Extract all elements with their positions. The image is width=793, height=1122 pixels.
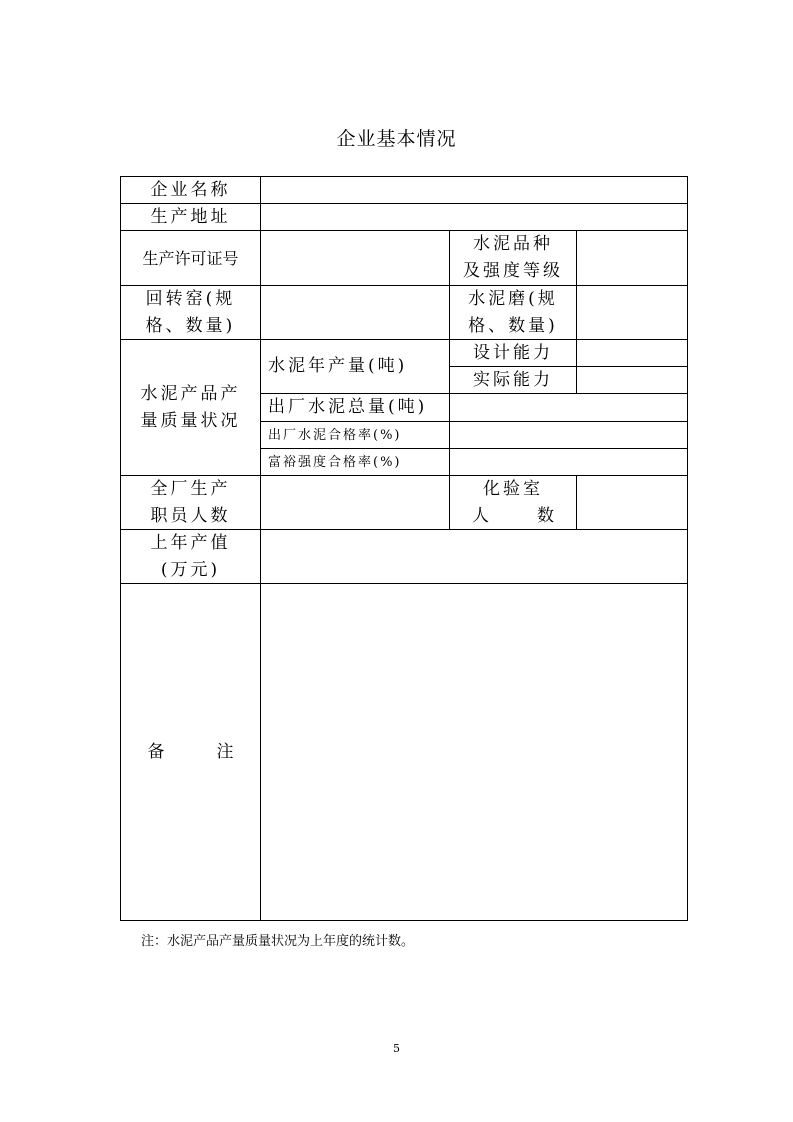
label-annual-output: 水泥年产量(吨) <box>261 340 450 394</box>
label-output-value-line2: (万元) <box>160 559 221 580</box>
label-remarks <box>121 584 261 920</box>
label-staff-count-line2: 职员人数 <box>150 505 231 526</box>
value-address[interactable] <box>261 204 687 231</box>
value-surplus-strength-rate[interactable] <box>450 449 687 476</box>
label-lab-staff-part-b: 数 <box>537 505 554 526</box>
label-total-shipped: 出厂水泥总量(吨) <box>261 394 450 422</box>
label-cement-mill-line1: 水泥磨(规 <box>468 288 558 309</box>
label-company-name: 企业名称 <box>121 177 261 204</box>
label-cement-variety-line1: 水泥品种 <box>473 234 553 254</box>
label-license: 生产许可证号 <box>121 231 261 286</box>
label-staff-count-line1: 全厂生产 <box>150 478 231 499</box>
label-pass-rate: 出厂水泥合格率(%) <box>261 422 450 449</box>
label-cement-mill-line2: 格、数量) <box>468 315 558 336</box>
label-product-status-line1: 水泥产品产 <box>140 383 241 404</box>
value-staff-count[interactable] <box>261 476 450 530</box>
label-address: 生产地址 <box>121 204 261 231</box>
label-rotary-kiln-line1: 回转窑(规 <box>145 288 236 309</box>
page-number: 5 <box>393 1042 400 1055</box>
label-cement-variety <box>450 231 577 286</box>
label-product-status <box>121 340 261 476</box>
value-company-name[interactable] <box>261 177 687 204</box>
label-design-capacity: 设计能力 <box>450 340 577 367</box>
value-pass-rate[interactable] <box>450 422 687 449</box>
label-lab-staff-line2 <box>472 503 554 530</box>
company-info-table <box>120 176 688 921</box>
label-lab-staff-part-a: 人 <box>472 505 489 526</box>
label-output-value <box>121 530 261 584</box>
footnote: 注：水泥产品产量质量状况为上年度的统计数。 <box>141 934 415 949</box>
label-staff-count <box>121 476 261 530</box>
value-design-capacity[interactable] <box>577 340 687 367</box>
value-cement-variety[interactable] <box>577 231 687 286</box>
label-cement-mill <box>450 286 577 340</box>
label-remarks-part-a: 备 <box>147 741 165 762</box>
value-rotary-kiln[interactable] <box>261 286 450 340</box>
value-output-value[interactable] <box>261 530 687 584</box>
label-actual-capacity: 实际能力 <box>450 367 577 394</box>
label-output-value-line1: 上年产值 <box>150 532 231 553</box>
label-product-status-line2: 量质量状况 <box>140 410 241 431</box>
value-actual-capacity[interactable] <box>577 367 687 394</box>
value-total-shipped[interactable] <box>450 394 687 422</box>
page-title: 企业基本情况 <box>336 128 457 150</box>
value-remarks[interactable] <box>261 584 687 920</box>
label-remarks-part-b: 注 <box>216 741 234 762</box>
label-surplus-strength-rate: 富裕强度合格率(%) <box>261 449 450 476</box>
label-remarks-text <box>148 739 234 766</box>
value-lab-staff[interactable] <box>577 476 687 530</box>
label-rotary-kiln-line2: 格、数量) <box>145 315 236 336</box>
label-cement-variety-line2: 及强度等级 <box>463 261 563 281</box>
value-license[interactable] <box>261 231 450 286</box>
label-lab-staff-line1: 化验室 <box>483 478 543 499</box>
value-cement-mill[interactable] <box>577 286 687 340</box>
label-lab-staff <box>450 476 577 530</box>
label-rotary-kiln <box>121 286 261 340</box>
